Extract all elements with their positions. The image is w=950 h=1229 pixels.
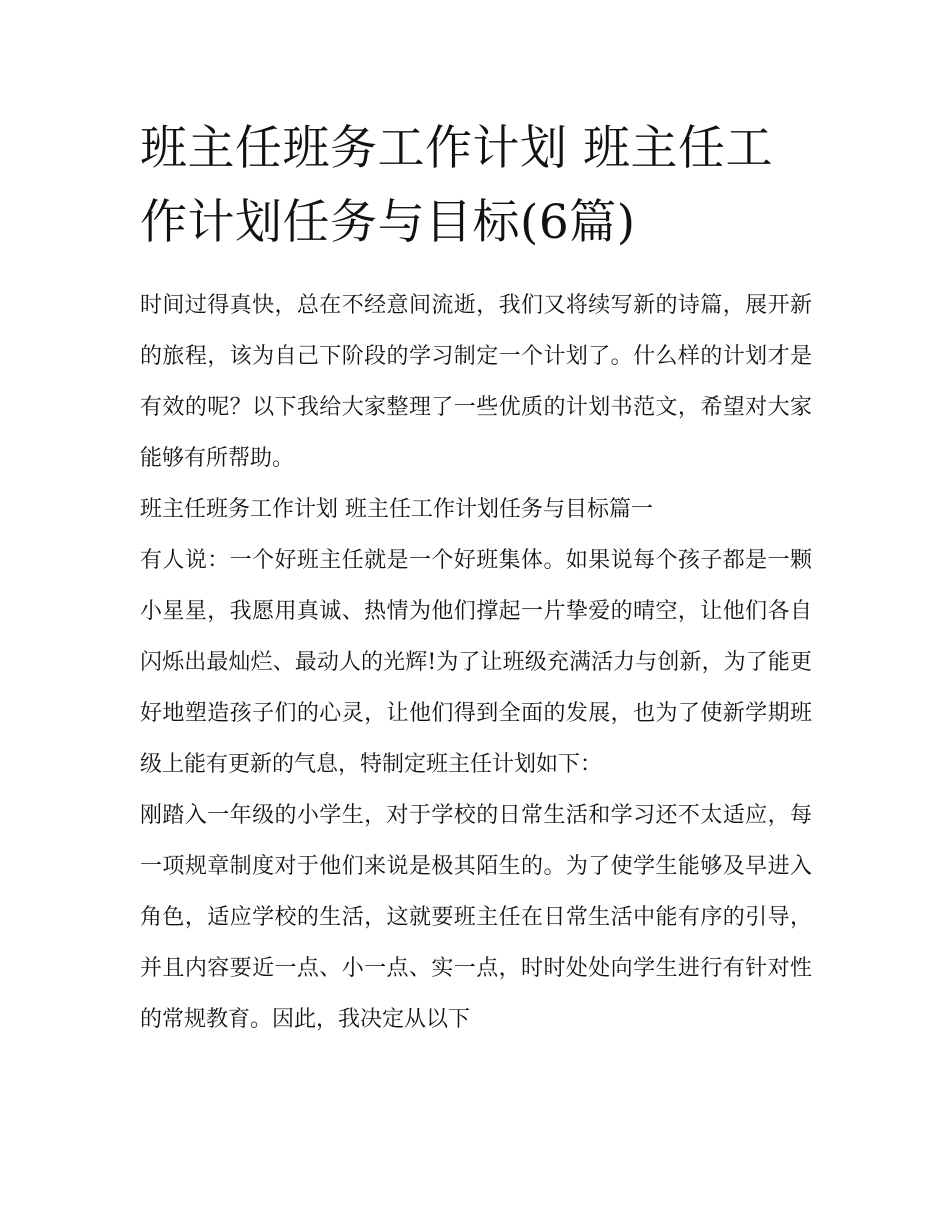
document-body [140,112,812,1045]
intro-paragraph: 时间过得真快，总在不经意间流逝，我们又将续写新的诗篇，展开新的旅程，该为自己下阶段的学习制定一个计划了。什么样的计划才是有效的呢？以下我给大家整理了一些优质的计划书范文，希望对大家能够有所帮助。 [140,293,812,471]
document-title: 班主任班务工作计划 班主任工作计划任务与目标(6篇) [140,121,773,250]
body-paragraph: 有人说：一个好班主任就是一个好班集体。如果说每个孩子都是一颗小星星，我愿用真诚、热情为他们撑起一片挚爱的晴空，让他们各自闪烁出最灿烂、最动人的光辉!为了让班级充满活力与创新，为了能更好地塑造孩子们的心灵，让他们得到全面的发展，也为了使新学期班级上能有更新的气息，特制定班主任计划如下： [140,548,812,777]
section-heading: 班主任班务工作计划 班主任工作计划任务与目标篇一 [140,497,653,522]
body-paragraph: 刚踏入一年级的小学生，对于学校的日常生活和学习还不太适应，每一项规章制度对于他们来说是极其陌生的。为了使学生能够及早进入角色，适应学校的生活，这就要班主任在日常生活中能有序的引导，并且内容要近一点、小一点、实一点，时时处处向学生进行有针对性的常规教育。因此，我决定从以下 [140,803,812,1032]
